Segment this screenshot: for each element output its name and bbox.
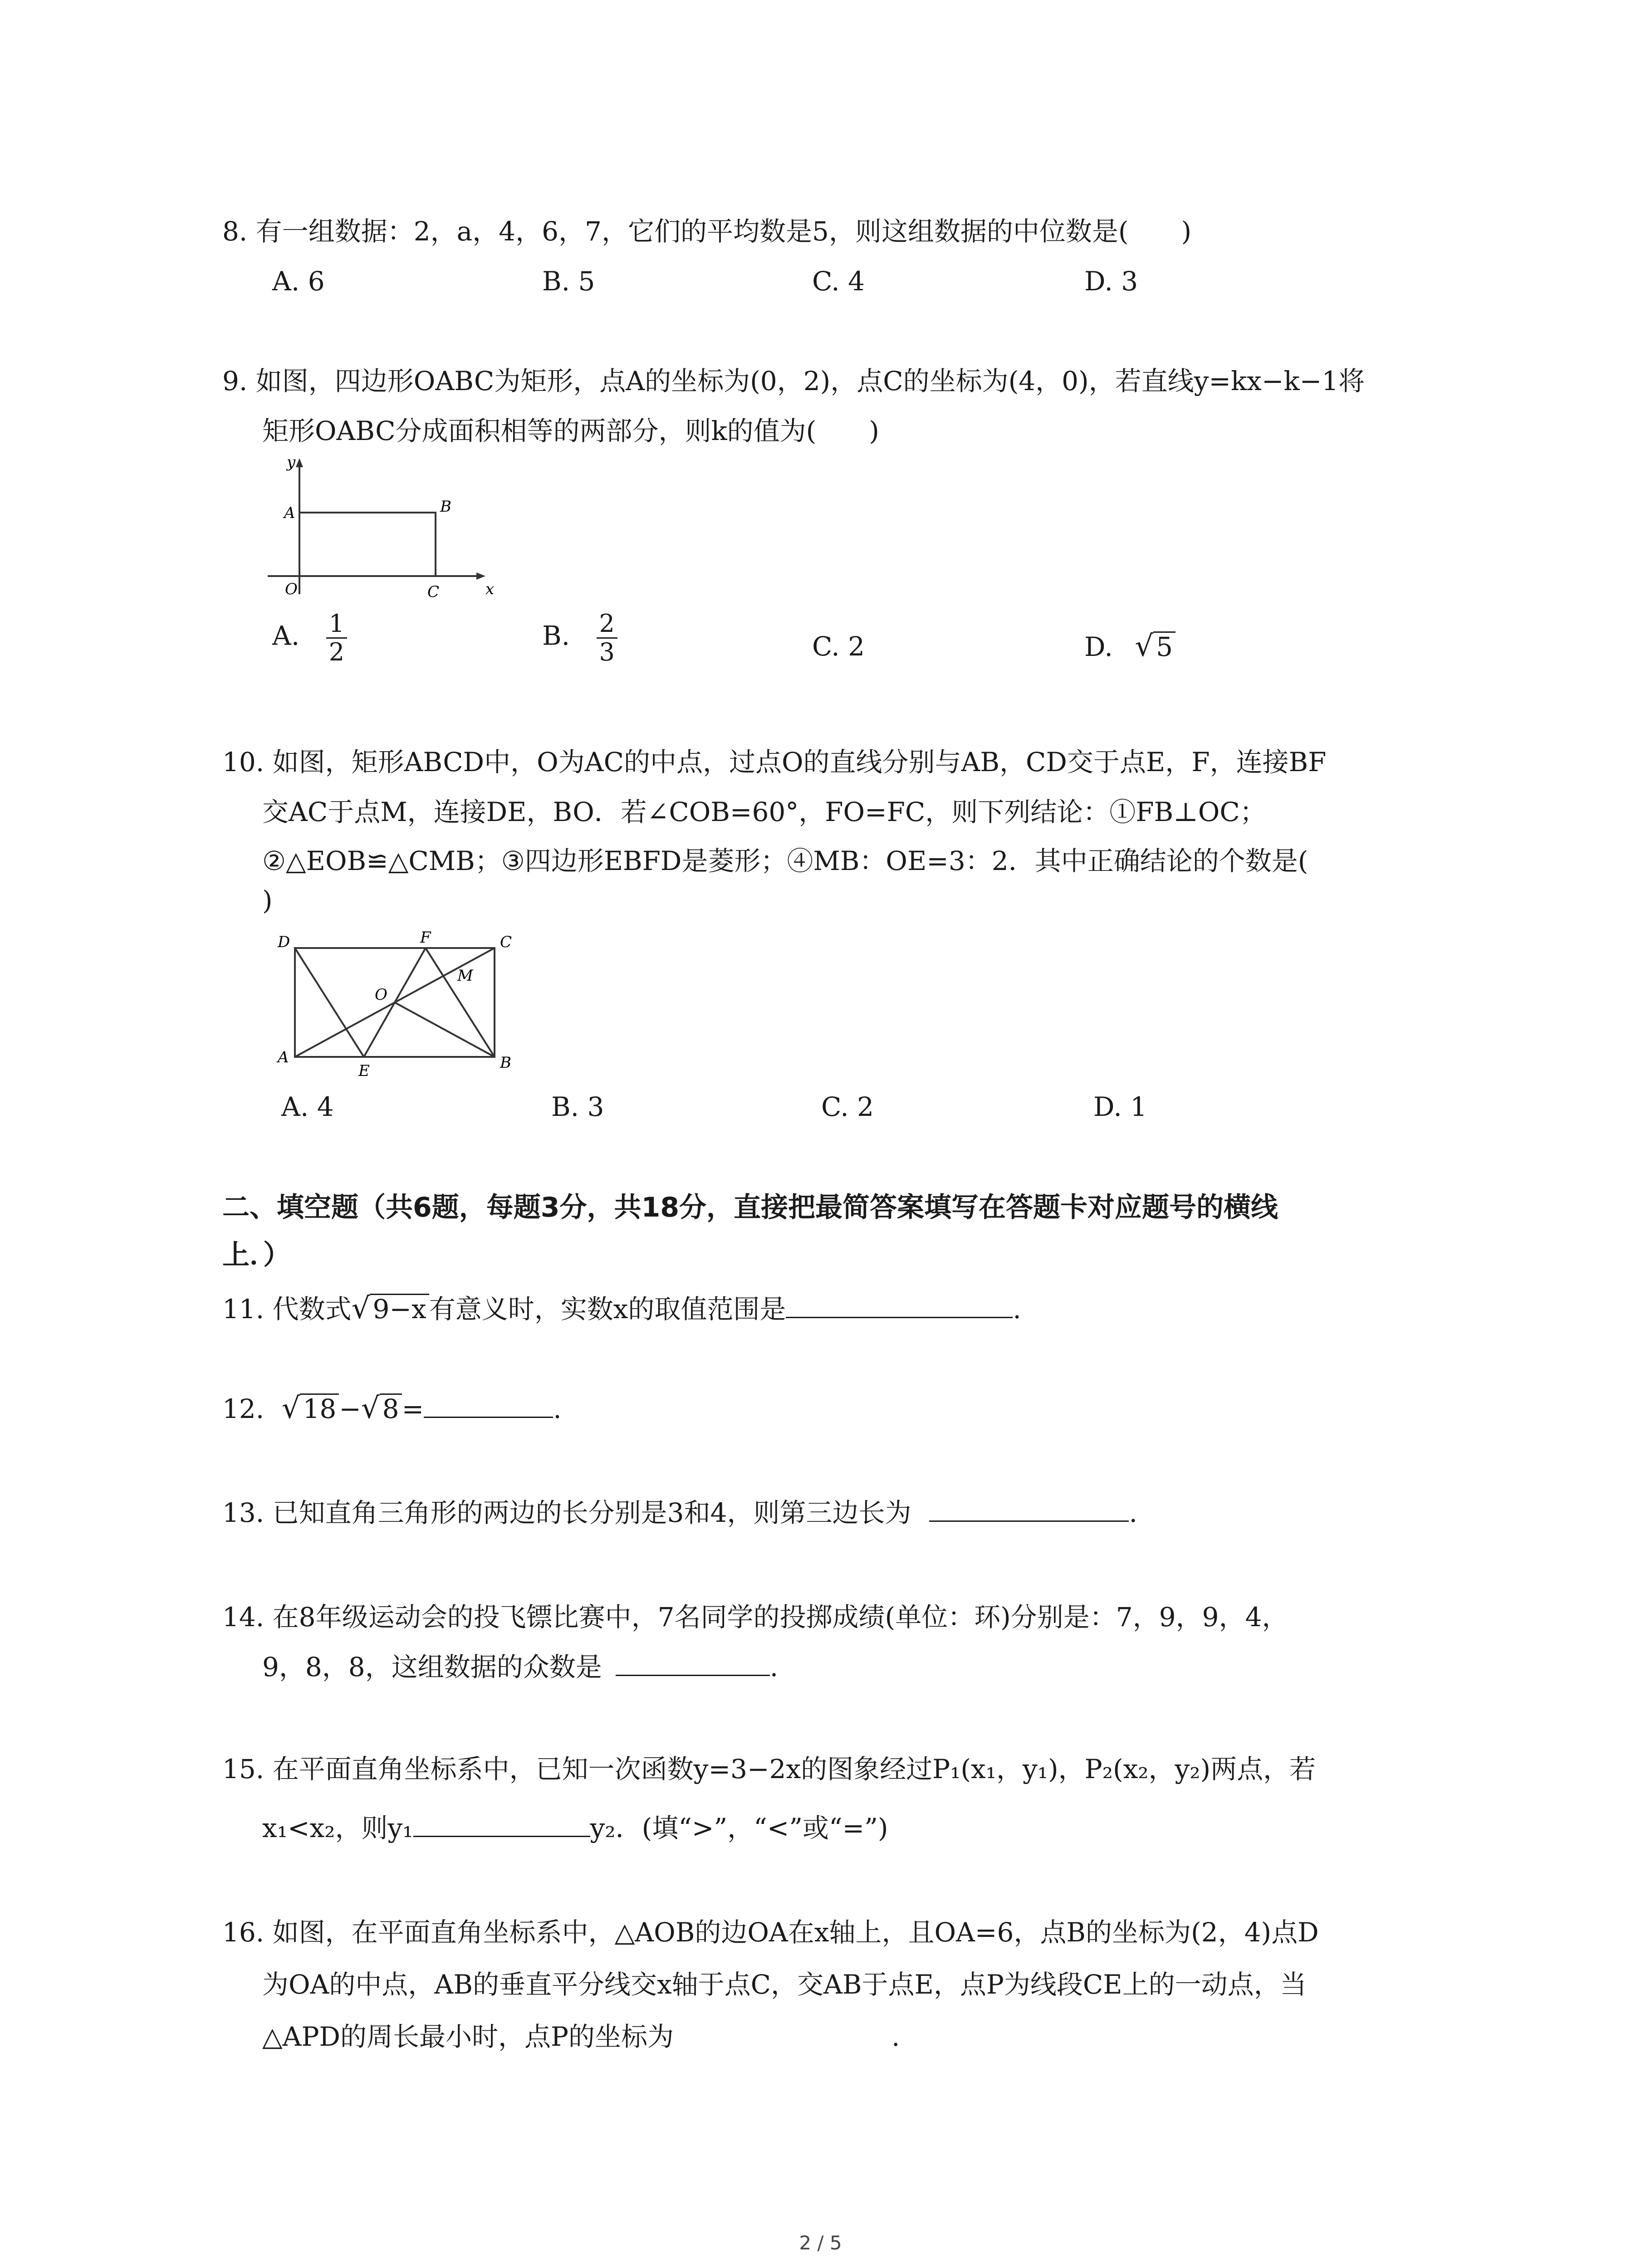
q12-radicand-1: 18	[300, 1393, 339, 1423]
q10-label-m: M	[457, 967, 473, 985]
q11-answer-blank[interactable]	[786, 1291, 1013, 1318]
q9-stem-line2: 矩形OABC分成面积相等的两部分，则k的值为( )	[262, 415, 879, 446]
q8-option-b: B. 5	[542, 266, 595, 297]
section2-heading-line1: 二、填空题（共6题，每题3分，共18分，直接把最简答案填写在答题卡对应题号的横线	[222, 1192, 1278, 1223]
q9-label-c: C	[427, 583, 440, 601]
q9-label-y: y	[287, 454, 296, 471]
q16-line3: △APD的周长最小时，点P的坐标为 .	[262, 2021, 900, 2052]
q16-line1: 16. 如图，在平面直角坐标系中，△AOB的边OA在x轴上，且OA=6，点B的坐标为(2，4)点D	[222, 1917, 1319, 1948]
q10-line2: 交AC于点M，连接DE，BO．若∠COB=60°，FO=FC，则下列结论：①FB⊥OC；	[262, 797, 1266, 827]
q10-label-e: E	[358, 1062, 370, 1080]
q12-sqrt-sign-1: √	[281, 1392, 300, 1425]
q10-label-a: A	[278, 1048, 289, 1066]
q9-label-b: B	[440, 498, 451, 516]
q14-line1: 14. 在8年级运动会的投飞镖比赛中，7名同学的投掷成绩(单位：环)分别是：7，9，9，4，	[222, 1602, 1288, 1633]
q10-option-b: B. 3	[551, 1091, 604, 1122]
q9-figure	[259, 454, 495, 608]
q14-line2: 9，8，8，这组数据的众数是 .	[262, 1649, 778, 1685]
q10-label-o: O	[375, 986, 387, 1004]
q10-option-c: C. 2	[821, 1091, 874, 1122]
q10-label-b: B	[500, 1054, 511, 1072]
q12-answer-blank[interactable]	[424, 1391, 553, 1418]
q9-option-a: A. $\frac{1}{2}$	[272, 610, 347, 666]
q9-label-a: A	[284, 504, 295, 522]
q10-option-d: D. 1	[1093, 1091, 1147, 1122]
q9-label-o: O	[285, 580, 298, 598]
q15-answer-blank[interactable]	[413, 1810, 590, 1837]
q8-option-d: D. 3	[1084, 266, 1138, 297]
q8-stem: 8. 有一组数据：2，a，4，6，7，它们的平均数是5，则这组数据的中位数是( )	[222, 216, 1192, 247]
q16-line2: 为OA的中点，AB的垂直平分线交x轴于点C，交AB于点E，点P为线段CE上的一动点，当	[262, 1969, 1307, 2000]
q12-sqrt-sign-2: √	[361, 1392, 380, 1425]
q13-answer-blank[interactable]	[929, 1495, 1129, 1522]
q12: 12. √ 18 −√ 8 = .	[222, 1390, 562, 1427]
section2-heading-line2: 上．）	[222, 1239, 290, 1271]
q11-radicand: 9−x	[370, 1294, 429, 1323]
q9-option-b: B. $\frac{2}{3}$	[542, 610, 617, 666]
q9-label-x: x	[485, 580, 495, 598]
page-number: 2 / 5	[799, 2232, 842, 2254]
q10-label-d: D	[278, 933, 290, 951]
q8-option-c: C. 4	[812, 266, 865, 297]
q9-option-c: C. 2	[812, 631, 865, 662]
q9-option-d-sqrt-sign: √	[1135, 630, 1154, 663]
q10-label-c: C	[500, 933, 512, 951]
q14-answer-blank[interactable]	[616, 1649, 770, 1676]
q11: 11. 代数式√ 9−x 有意义时，实数x的取值范围是 .	[222, 1290, 1021, 1327]
q10-line4: )	[262, 885, 273, 916]
q12-radicand-2: 8	[380, 1393, 402, 1423]
q15-line2: x₁<x₂，则y₁ y₂．(填“>”，“<”或“=”)	[262, 1810, 888, 1846]
q10-line1: 10. 如图，矩形ABCD中，O为AC的中点，过点O的直线分别与AB，CD交于点E，F，连接BF	[222, 747, 1327, 777]
q8-option-a: A. 6	[272, 266, 325, 297]
q15-line1: 15. 在平面直角坐标系中，已知一次函数y=3−2x的图象经过P₁(x₁，y₁)，P₂(x₂，y₂)两点，若	[222, 1754, 1316, 1784]
q10-line3: ②△EOB≌△CMB；③四边形EBFD是菱形；④MB：OE=3：2．其中正确结论的个数是(	[262, 846, 1308, 876]
q9-option-d: D. √ 5	[1084, 628, 1176, 665]
q10-label-f: F	[420, 929, 431, 947]
q9-option-d-radicand: 5	[1153, 631, 1176, 661]
q10-figure	[268, 925, 540, 1080]
q9-option-b-fraction: $\frac{2}{3}$	[597, 610, 617, 666]
q10-option-a: A. 4	[281, 1091, 334, 1122]
q11-sqrt-sign: √	[351, 1292, 370, 1325]
q13: 13. 已知直角三角形的两边的长分别是3和4，则第三边长为 .	[222, 1495, 1137, 1531]
q9-stem-line1: 9. 如图，四边形OABC为矩形，点A的坐标为(0，2)，点C的坐标为(4，0)，若直线y=kx−k−1将	[222, 366, 1365, 396]
q9-option-a-fraction: $\frac{1}{2}$	[326, 610, 347, 666]
